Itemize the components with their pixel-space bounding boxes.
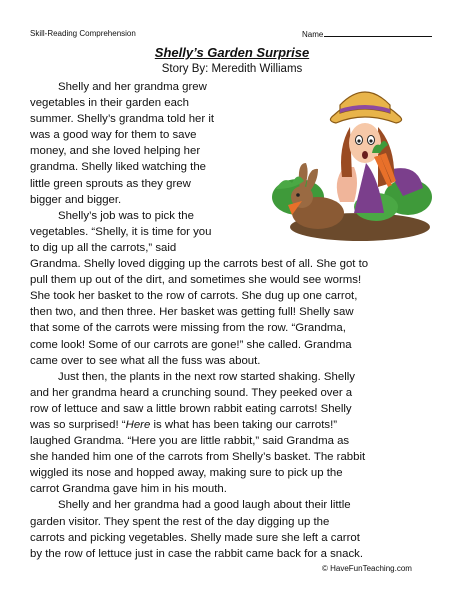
story-text [30, 79, 368, 562]
story-line-start: was so surprised! “ [30, 418, 126, 431]
story-line: wiggled its nose and hopped away, making sure to pick up the [30, 467, 343, 480]
story-line-end: is what has been taking our carrots!” [150, 418, 338, 431]
story-line: Grandma. Shelly loved digging up the carrots best of all. She got to [30, 258, 369, 271]
story-line: then two, and then three. Her basket was getting full! Shelly saw [30, 306, 354, 319]
story-line: came over to see what all the fuss was about. [30, 354, 261, 367]
story-line: She took her basket to the row of carrots. She dug up one carrot, [30, 290, 358, 303]
story-line: bigger and bigger. [30, 193, 122, 206]
story-line: money, and she loved helping her [30, 145, 201, 158]
story-line [30, 417, 368, 433]
story-line: vegetables in their garden each [30, 97, 189, 110]
name-label: Name [302, 30, 324, 39]
story-line: she handed him one of the carrots from Shelly’s basket. The rabbit [30, 451, 366, 464]
story-line: carrot Grandma gave him in his mouth. [30, 483, 227, 496]
story-line: little green sprouts as they grew [30, 177, 191, 190]
story-line: row of lettuce and saw a little brown rabbit eating carrots! Shelly [30, 402, 352, 415]
story-line: vegetables. “Shelly, it is time for you [30, 225, 212, 238]
story-byline: Story By: Meredith Williams [161, 63, 303, 75]
story-line: come look! Some of our carrots are gone!” she called. Grandma [30, 338, 352, 351]
story-line: Shelly’s job was to pick the [58, 209, 194, 222]
story-line: that some of the carrots were missing from the row. “Grandma, [30, 322, 346, 335]
story-title: Shelly’s Garden Surprise [154, 45, 310, 60]
story-line: Shelly and her grandma grew [58, 81, 207, 93]
story-line: to dig up all the carrots,” said [30, 241, 177, 254]
story-line: Shelly and her grandma had a good laugh about their little [58, 499, 351, 512]
copyright-footer: © HaveFunTeaching.com [322, 564, 412, 573]
name-field [302, 29, 432, 39]
story-line: grandma. Shelly liked watching the [30, 161, 207, 174]
story-line: carrots and picking vegetables. Shelly made sure she left a carrot [30, 531, 360, 544]
worksheet-category: Skill-Reading Comprehension [30, 29, 136, 38]
story-line: was a good way for them to save [30, 129, 197, 142]
story-line: laughed Grandma. “Here you are little rabbit,” said Grandma as [30, 435, 350, 448]
story-line: summer. Shelly’s grandma told her it [30, 113, 215, 126]
story-line: garden visitor. They spent the rest of the day digging up the [30, 515, 330, 528]
story-line: Just then, the plants in the next row started shaking. Shelly [58, 370, 355, 383]
story-line: pull them up out of the dirt, and sometimes she would see worms! [30, 274, 362, 287]
story-line: by the row of lettuce just in case the rabbit came back for a snack. [30, 547, 364, 560]
story-line: and her grandma heard a crunching sound. They peeked over a [30, 386, 353, 399]
name-blank-line [324, 29, 432, 37]
story-line-emphasis: Here [125, 418, 151, 431]
